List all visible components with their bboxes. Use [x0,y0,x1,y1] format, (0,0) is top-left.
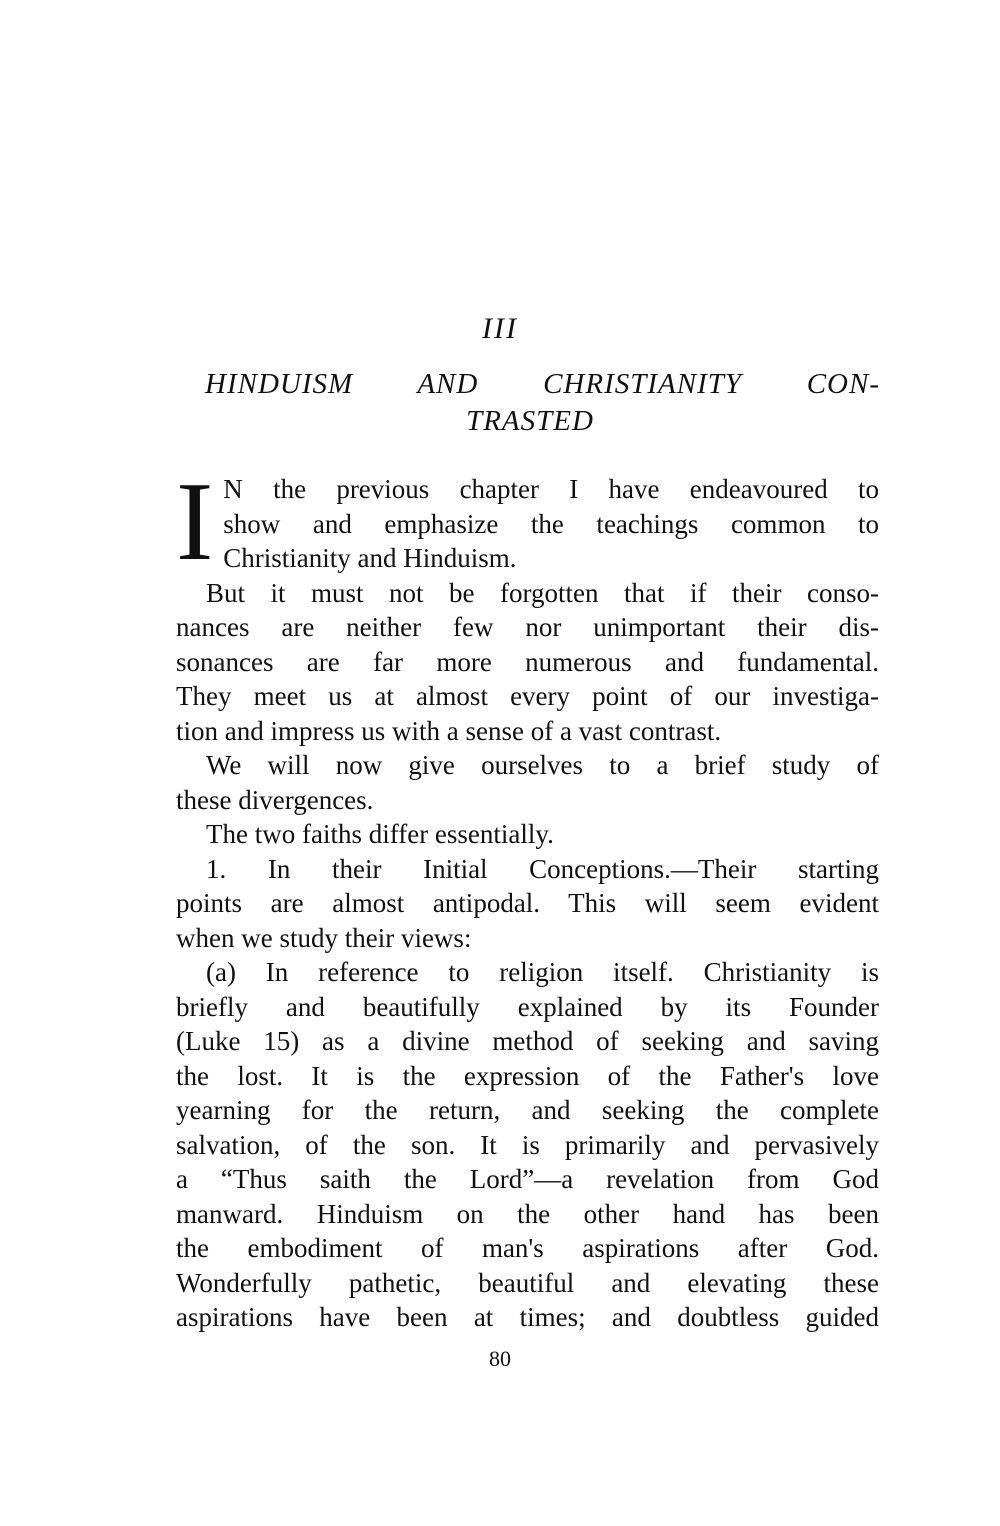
text-line: Wonderfully pathetic, beautiful and elevating these [176,1267,879,1298]
drop-cap: I [176,460,214,584]
text-line: tion and impress us with a sense of a vast contrast. [176,715,722,746]
text-line: (Luke 15) as a divine method of seeking and saving [176,1026,879,1056]
text-line: aspirations have been at times; and doubtless guided [176,1302,879,1332]
text-line: points are almost antipodal. This will seem evident [176,888,879,918]
paragraph-4 [176,817,879,852]
chapter-number: III [482,312,518,345]
text-line: N the previous chapter I have endeavoured to [223,474,879,504]
paragraph-5 [176,852,879,956]
page-number: 80 [489,1346,511,1371]
text-line: show and emphasize the teachings common to [223,508,879,539]
body-text [176,460,879,1335]
text-line: 1. In their Initial Conceptions.—Their starting [206,853,879,884]
text-line: The two faiths differ essentially. [206,819,554,849]
text-line: the lost. It is the expression of the Father's love [176,1060,879,1091]
text-line: manward. Hinduism on the other hand has been [176,1198,879,1229]
text-line: sonances are far more numerous and fundamental. [176,646,879,677]
chapter-title [180,366,880,440]
paragraph-6 [176,955,879,1335]
text-line: salvation, of the son. It is primarily and pervasively [176,1129,879,1160]
paragraph-2 [176,576,879,749]
text-line: nances are neither few nor unimportant their dis- [176,612,879,642]
chapter-title-line-1: HINDUISM AND CHRISTIANITY CON- [205,368,880,400]
chapter-title-line-2: TRASTED [466,405,594,437]
text-line: They meet us at almost every point of our investiga- [176,681,879,711]
paragraph-3 [176,748,879,817]
text-line: We will now give ourselves to a brief study of [206,750,879,780]
paragraph-1 [176,460,879,584]
text-line: Christianity and Hinduism. [223,543,517,573]
text-line: (a) In reference to religion itself. Christianity is [206,957,879,987]
text-line: briefly and beautifully explained by its Founder [176,991,879,1022]
text-line: the embodiment of man's aspirations after God. [176,1233,879,1263]
text-line: when we study their views: [176,922,472,953]
text-line: a “Thus saith the Lord”—a revelation from God [176,1164,879,1194]
text-line: yearning for the return, and seeking the complete [176,1095,879,1125]
text-line: But it must not be forgotten that if their conso- [206,577,879,608]
text-line: these divergences. [176,784,374,815]
